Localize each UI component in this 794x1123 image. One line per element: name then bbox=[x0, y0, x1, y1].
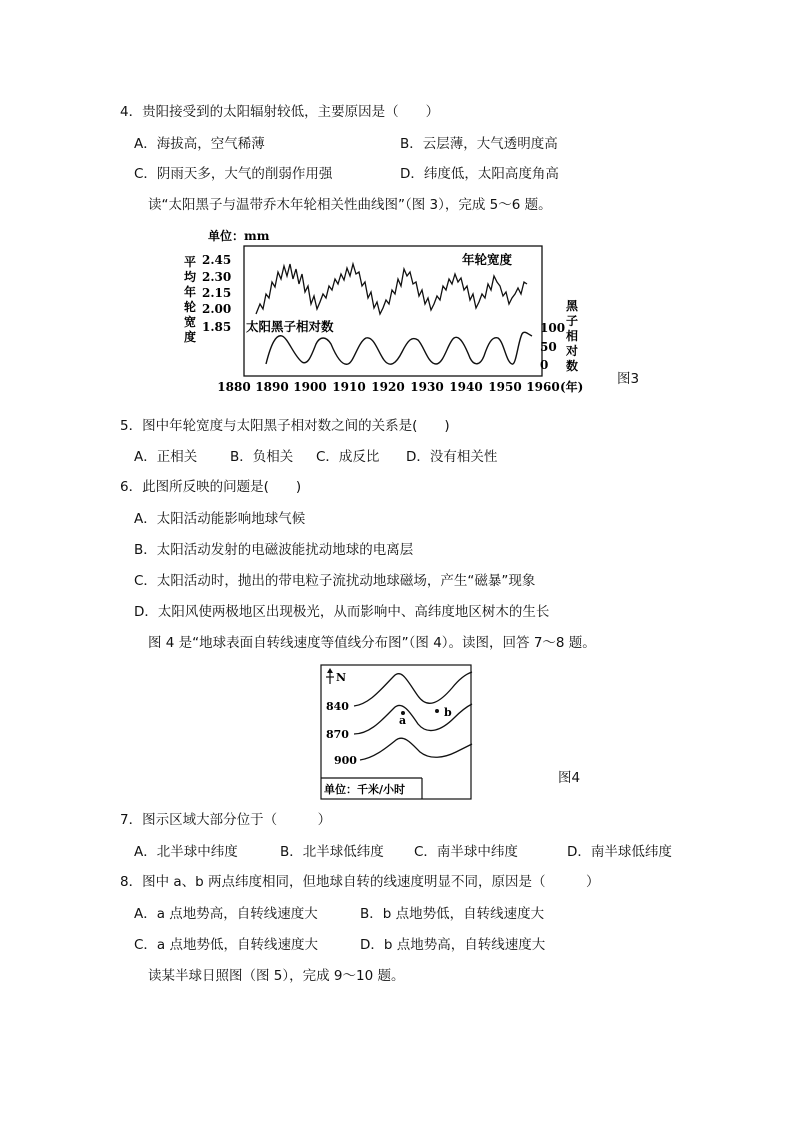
fig3-caption: 图3 bbox=[617, 371, 640, 387]
intro-9-10: 读某半球日照图（图 5），完成 9～10 题。 bbox=[148, 968, 405, 984]
q5-option-c: C．成反比 bbox=[316, 449, 380, 465]
isoline-label: 870 bbox=[326, 728, 349, 741]
intro-5-6: 读“太阳黑子与温带乔木年轮相关性曲线图”（图 3），完成 5～6 题。 bbox=[148, 197, 552, 213]
q6-option-a: A．太阳活动能影响地球气候 bbox=[134, 511, 306, 527]
fig3-left-label-char: 均 bbox=[184, 270, 197, 284]
q8-option-c: C．a 点地势低，自转线速度大 bbox=[134, 937, 318, 953]
q7-option-c: C．南半球中纬度 bbox=[414, 844, 518, 860]
fig3-x-tick: 1900 bbox=[293, 380, 327, 394]
q5-option-a: A．正相关 bbox=[134, 449, 198, 465]
q7-stem: 7．图示区域大部分位于（ ） bbox=[120, 812, 332, 828]
north-arrow-icon bbox=[326, 668, 334, 684]
fig3-right-label-char: 黑 bbox=[566, 299, 579, 313]
q8-option-d: D．b 点地势高，自转线速度大 bbox=[360, 937, 546, 953]
fig3-right-label-char: 对 bbox=[566, 344, 579, 358]
q5-option-b: B．负相关 bbox=[230, 449, 294, 465]
fig3-right-tick: 100 bbox=[540, 321, 566, 335]
fig3-x-tick: 1930 bbox=[410, 380, 444, 394]
isoline-900 bbox=[360, 738, 472, 760]
q6-option-b: B．太阳活动发射的电磁波能扰动地球的电离层 bbox=[134, 542, 414, 558]
fig3-x-tick: 1890 bbox=[255, 380, 289, 394]
fig3-x-tick: 1920 bbox=[371, 380, 405, 394]
fig3-left-label-char: 平 bbox=[184, 255, 197, 269]
fig3-sunspot-label: 太阳黑子相对数 bbox=[246, 319, 334, 334]
fig3-right-axis-label bbox=[565, 299, 579, 373]
fig3-x-tick: 1940 bbox=[449, 380, 483, 394]
q4-option-b: B．云层薄，大气透明度高 bbox=[400, 136, 558, 152]
fig3-left-tick: 2.00 bbox=[202, 302, 232, 316]
fig3-ring-label: 年轮宽度 bbox=[462, 252, 513, 267]
fig3-x-unit: (年) bbox=[560, 380, 584, 394]
q8-stem: 8．图中 a、b 两点纬度相同，但地球自转的线速度明显不同，原因是（ ） bbox=[120, 874, 600, 890]
fig3-x-tick: 1880 bbox=[217, 380, 251, 394]
fig3-left-axis-label bbox=[184, 254, 197, 344]
q4-option-a: A．海拔高，空气稀薄 bbox=[134, 136, 265, 152]
fig3-left-label-char: 年 bbox=[184, 285, 197, 299]
isoline-840 bbox=[354, 672, 472, 706]
isoline-label: 900 bbox=[334, 754, 357, 767]
intro-7-8: 图 4 是“地球表面自转线速度等值线分布图”（图 4）。读图，回答 7～8 题。 bbox=[148, 635, 596, 651]
q5-option-d: D．没有相关性 bbox=[406, 449, 498, 465]
fig3-right-label-char: 数 bbox=[566, 359, 579, 373]
isoline-label: 840 bbox=[326, 700, 349, 713]
figure-3-chart bbox=[176, 224, 606, 402]
fig3-ring-width-series bbox=[256, 264, 527, 314]
fig3-left-label-char: 轮 bbox=[184, 300, 197, 314]
fig3-left-tick: 2.45 bbox=[202, 253, 232, 267]
q4-stem: 4．贵阳接受到的太阳辐射较低，主要原因是（ ） bbox=[120, 104, 440, 120]
fig3-right-tick: 0 bbox=[540, 358, 549, 372]
q6-option-d: D．太阳风使两极地区出现极光，从而影响中、高纬度地区树木的生长 bbox=[134, 604, 550, 620]
fig4-isoline-labels bbox=[326, 700, 357, 767]
q6-stem: 6．此图所反映的问题是( ) bbox=[120, 479, 302, 495]
fig3-x-ticks bbox=[217, 380, 559, 394]
fig3-sunspot-series bbox=[266, 332, 532, 364]
fig3-x-tick: 1950 bbox=[488, 380, 522, 394]
point-b-label: b bbox=[444, 706, 452, 719]
fig3-x-tick: 1910 bbox=[332, 380, 366, 394]
q8-option-a: A．a 点地势高，自转线速度大 bbox=[134, 906, 318, 922]
fig3-left-tick: 2.15 bbox=[202, 286, 232, 300]
point-b-marker bbox=[435, 709, 439, 713]
fig4-caption: 图4 bbox=[558, 770, 581, 786]
q4-option-c: C．阴雨天多，大气的削弱作用强 bbox=[134, 166, 333, 182]
q7-option-a: A．北半球中纬度 bbox=[134, 844, 238, 860]
fig3-right-label-char: 子 bbox=[566, 314, 579, 328]
fig3-left-label-char: 度 bbox=[184, 330, 197, 344]
fig3-right-tick: 50 bbox=[540, 340, 557, 354]
q8-option-b: B．b 点地势低，自转线速度大 bbox=[360, 906, 545, 922]
point-a-label: a bbox=[399, 714, 407, 727]
fig4-north-label: N bbox=[336, 671, 347, 684]
figure-4-isoline-map bbox=[320, 664, 476, 802]
fig3-right-label-char: 相 bbox=[566, 329, 579, 343]
fig3-left-tick: 1.85 bbox=[202, 320, 232, 334]
q4-option-d: D．纬度低，太阳高度角高 bbox=[400, 166, 559, 182]
fig3-left-ticks bbox=[202, 253, 231, 334]
q5-stem: 5．图中年轮宽度与太阳黑子相对数之间的关系是( ) bbox=[120, 418, 450, 434]
fig3-unit: 单位：mm bbox=[208, 229, 270, 243]
fig3-left-tick: 2.30 bbox=[202, 270, 232, 284]
fig3-right-ticks bbox=[540, 321, 565, 372]
q7-option-b: B．北半球低纬度 bbox=[280, 844, 384, 860]
isoline-870 bbox=[354, 704, 472, 734]
q7-option-d: D．南半球低纬度 bbox=[567, 844, 672, 860]
q6-option-c: C．太阳活动时，抛出的带电粒子流扰动地球磁场，产生“磁暴”现象 bbox=[134, 573, 536, 589]
fig4-unit: 单位：千米/小时 bbox=[324, 783, 406, 796]
fig3-left-label-char: 宽 bbox=[184, 315, 197, 329]
fig3-x-tick: 1960 bbox=[526, 380, 560, 394]
